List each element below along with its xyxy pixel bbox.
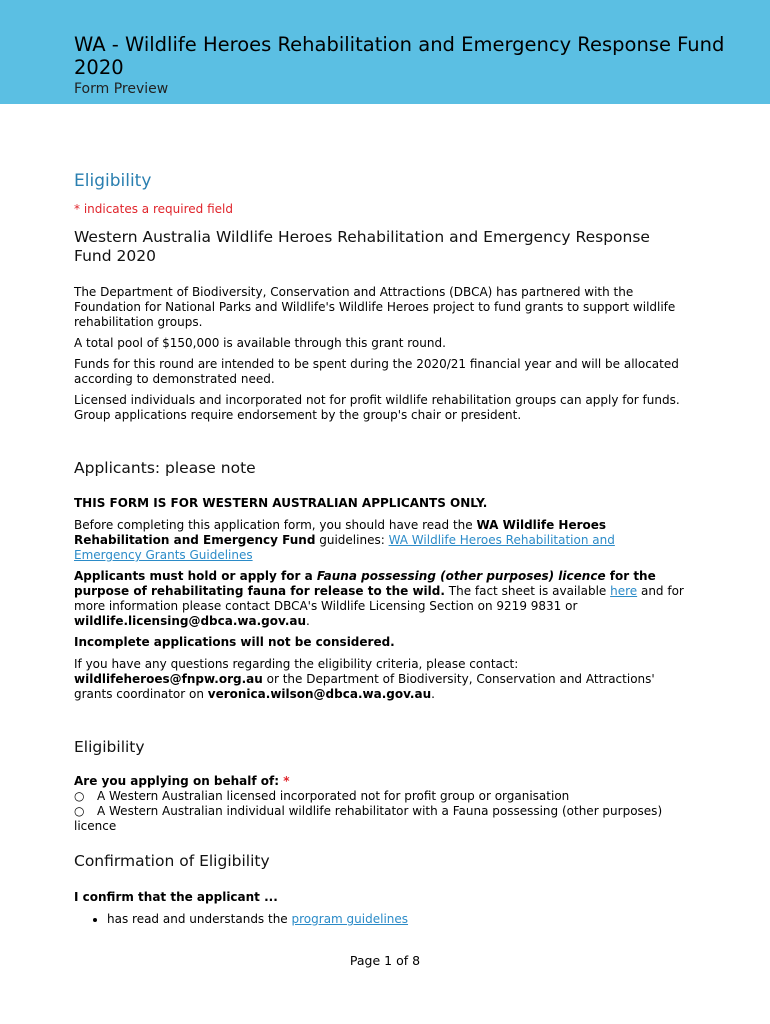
confirmation-intro: I confirm that the applicant ... xyxy=(74,890,278,904)
fact-sheet-link[interactable]: here xyxy=(610,584,638,598)
required-field-note: * indicates a required field xyxy=(74,202,233,216)
funds-paragraph: Funds for this round are intended to be spent during the 2020/21 financial year and will be allocated according to demonstrated need. xyxy=(74,357,679,386)
incomplete-warning: Incomplete applications will not be considered. xyxy=(74,635,395,649)
licensed-paragraph: Licensed individuals and incorporated not for profit wildlife rehabilitation groups can apply for funds. Group applications require endorsement by the group's chair or president. xyxy=(74,393,680,422)
eligibility-section-title: Eligibility xyxy=(74,171,152,191)
intro-paragraph: The Department of Biodiversity, Conservation and Attractions (DBCA) has partnered with the Foundation for National Parks and Wildlife's Wildlife Heroes project to fund grants to support wildlife rehabilitation groups. xyxy=(74,285,676,329)
guidelines-link[interactable]: WA Wildlife Heroes Rehabilitation and Emergency Grants Guidelines xyxy=(74,533,615,562)
page-header xyxy=(0,0,770,104)
fund-heading: Western Australia Wildlife Heroes Rehabilitation and Emergency Response Fund 2020 xyxy=(74,228,650,265)
page-number: Page 1 of 8 xyxy=(349,953,421,968)
confirmation-list xyxy=(74,912,684,927)
required-asterisk: * xyxy=(283,774,290,788)
applying-on-behalf-question: Are you applying on behalf of: * xyxy=(74,774,290,788)
program-guidelines-link[interactable]: program guidelines xyxy=(291,912,409,926)
licence-paragraph: Applicants must hold or apply for a Fauna possessing (other purposes) licence for the purpose of rehabilitating fauna for release to the wild. The fact sheet is available here and for more information please contact DBCA's Wildlife Licensing Section on 9219 9831 or wildlife.licensing@dbca.wa.gov.au. xyxy=(74,569,684,628)
fnpw-email: wildlifeheroes@fnpw.org.au xyxy=(74,672,263,686)
coordinator-email: veronica.wilson@dbca.wa.gov.au xyxy=(207,687,432,701)
radio-option-individual[interactable] xyxy=(74,804,684,834)
form-content xyxy=(74,170,684,927)
applicants-note-heading: Applicants: please note xyxy=(74,459,256,477)
form-title: WA - Wildlife Heroes Rehabilitation and Emergency Response Fund 2020 xyxy=(74,33,725,79)
radio-button[interactable]: ○ xyxy=(74,804,85,818)
confirmation-heading: Confirmation of Eligibility xyxy=(74,852,270,870)
pool-paragraph: A total pool of $150,000 is available through this grant round. xyxy=(74,336,446,350)
radio-label-individual: A Western Australian individual wildlife rehabilitator with a Fauna possessing (other purposes) licence xyxy=(74,804,663,833)
questions-paragraph: If you have any questions regarding the eligibility criteria, please contact: wildlifeheroes@fnpw.org.au or the Department of Biodiversity, Conservation and Attractions' grants coordinator on veronica.wilson@dbca.wa.gov.au. xyxy=(74,657,655,701)
radio-label-group: A Western Australian licensed incorporated not for profit group or organisation xyxy=(97,789,570,803)
radio-option-group[interactable] xyxy=(74,789,684,804)
guidelines-paragraph: Before completing this application form, you should have read the WA Wildlife Heroes Rehabilitation and Emergency Fund guidelines: WA Wildlife Heroes Rehabilitation and Emergency Grants Guidelines xyxy=(74,518,615,562)
form-subtitle: Form Preview xyxy=(74,81,169,97)
list-item: • has read and understands the program guidelines xyxy=(107,912,684,927)
eligibility-question-heading: Eligibility xyxy=(74,738,145,756)
licensing-email: wildlife.licensing@dbca.wa.gov.au xyxy=(74,614,307,628)
radio-button[interactable]: ○ xyxy=(74,789,85,803)
wa-only-notice: THIS FORM IS FOR WESTERN AUSTRALIAN APPLICANTS ONLY. xyxy=(74,496,488,510)
